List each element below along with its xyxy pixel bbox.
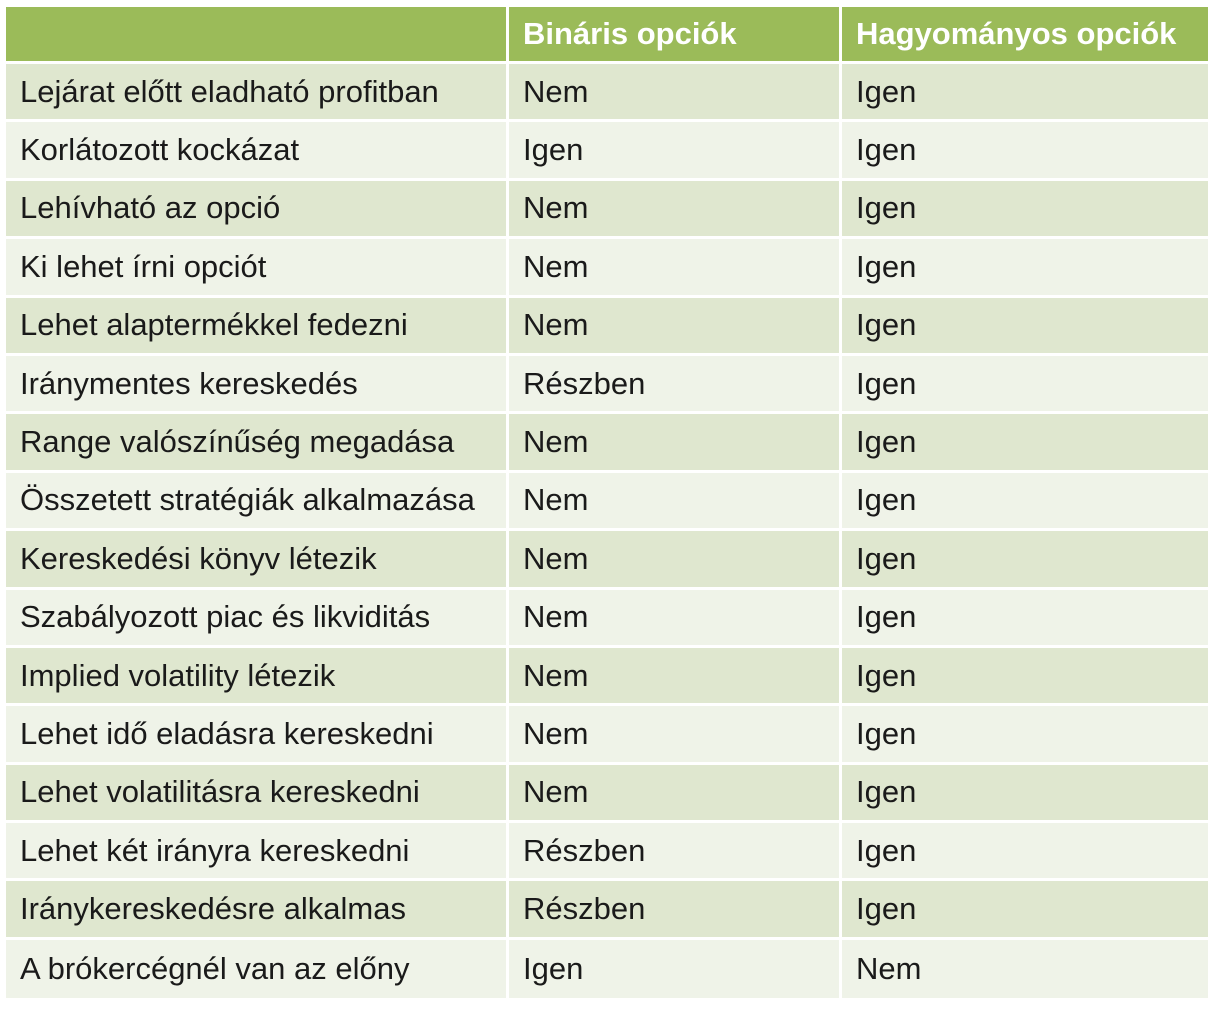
table-row xyxy=(6,823,1208,881)
binary-options-cell: Nem xyxy=(509,64,842,122)
feature-cell: Implied volatility létezik xyxy=(6,648,509,706)
traditional-options-cell: Igen xyxy=(842,765,1208,823)
feature-cell: Iránymentes kereskedés xyxy=(6,356,509,414)
binary-options-cell: Nem xyxy=(509,473,842,531)
feature-cell: Lehet idő eladásra kereskedni xyxy=(6,706,509,764)
table-row xyxy=(6,298,1208,356)
traditional-options-cell: Igen xyxy=(842,823,1208,881)
traditional-options-cell: Igen xyxy=(842,648,1208,706)
binary-options-cell: Nem xyxy=(509,298,842,356)
feature-cell: Lehet alaptermékkel fedezni xyxy=(6,298,509,356)
traditional-options-cell: Igen xyxy=(842,239,1208,297)
binary-options-cell: Részben xyxy=(509,823,842,881)
table-row xyxy=(6,765,1208,823)
feature-cell: Lehívható az opció xyxy=(6,181,509,239)
table-body xyxy=(6,64,1208,998)
table-row xyxy=(6,356,1208,414)
traditional-options-cell: Igen xyxy=(842,531,1208,589)
feature-cell: Kereskedési könyv létezik xyxy=(6,531,509,589)
table-row xyxy=(6,414,1208,472)
feature-cell: A brókercégnél van az előny xyxy=(6,940,509,998)
feature-cell: Range valószínűség megadása xyxy=(6,414,509,472)
feature-cell: Ki lehet írni opciót xyxy=(6,239,509,297)
header-row xyxy=(6,7,1208,64)
feature-cell: Korlátozott kockázat xyxy=(6,122,509,180)
table-row xyxy=(6,881,1208,939)
table-row xyxy=(6,706,1208,764)
binary-options-cell: Nem xyxy=(509,706,842,764)
table-row xyxy=(6,239,1208,297)
binary-options-cell: Nem xyxy=(509,414,842,472)
binary-options-cell: Nem xyxy=(509,181,842,239)
feature-cell: Iránykereskedésre alkalmas xyxy=(6,881,509,939)
table-row xyxy=(6,940,1208,998)
feature-cell: Lehet volatilitásra kereskedni xyxy=(6,765,509,823)
binary-options-cell: Nem xyxy=(509,239,842,297)
traditional-options-cell: Igen xyxy=(842,356,1208,414)
comparison-table xyxy=(6,7,1208,998)
traditional-options-cell: Igen xyxy=(842,298,1208,356)
binary-options-cell: Nem xyxy=(509,648,842,706)
feature-cell: Szabályozott piac és likviditás xyxy=(6,590,509,648)
traditional-options-cell: Igen xyxy=(842,881,1208,939)
table-row xyxy=(6,648,1208,706)
table-row xyxy=(6,181,1208,239)
traditional-options-cell: Igen xyxy=(842,706,1208,764)
binary-options-cell: Nem xyxy=(509,531,842,589)
table-row xyxy=(6,590,1208,648)
traditional-options-cell: Igen xyxy=(842,122,1208,180)
feature-cell: Lejárat előtt eladható profitban xyxy=(6,64,509,122)
table-header xyxy=(6,7,1208,64)
table-row xyxy=(6,473,1208,531)
traditional-options-cell: Nem xyxy=(842,940,1208,998)
traditional-options-cell: Igen xyxy=(842,590,1208,648)
binary-options-cell: Igen xyxy=(509,940,842,998)
traditional-options-cell: Igen xyxy=(842,473,1208,531)
table-row xyxy=(6,122,1208,180)
traditional-options-cell: Igen xyxy=(842,414,1208,472)
feature-cell: Lehet két irányra kereskedni xyxy=(6,823,509,881)
binary-options-cell: Részben xyxy=(509,356,842,414)
traditional-options-cell: Igen xyxy=(842,181,1208,239)
traditional-options-cell: Igen xyxy=(842,64,1208,122)
header-cell-traditional-options: Hagyományos opciók xyxy=(842,7,1208,64)
binary-options-cell: Nem xyxy=(509,765,842,823)
binary-options-cell: Részben xyxy=(509,881,842,939)
header-cell-binary-options: Bináris opciók xyxy=(509,7,842,64)
feature-cell: Összetett stratégiák alkalmazása xyxy=(6,473,509,531)
table-row xyxy=(6,531,1208,589)
binary-options-cell: Igen xyxy=(509,122,842,180)
table-row xyxy=(6,64,1208,122)
header-cell-feature xyxy=(6,7,509,64)
binary-options-cell: Nem xyxy=(509,590,842,648)
